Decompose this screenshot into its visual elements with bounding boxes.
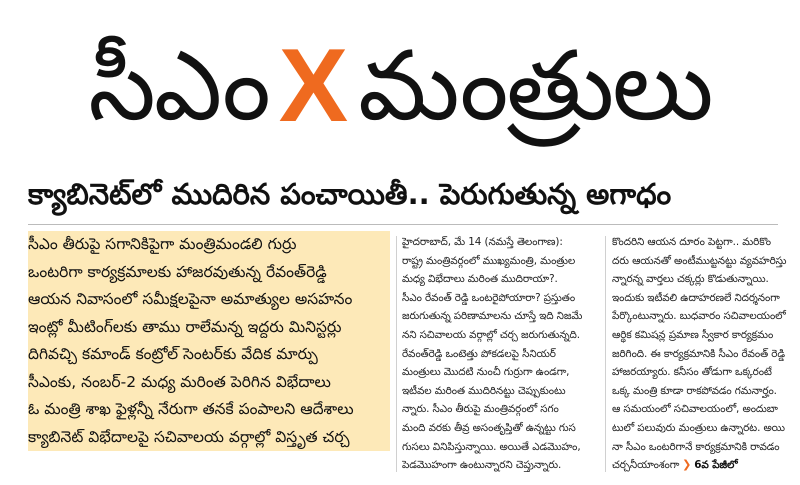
body-line: ఆ సమయంలో సచివాలయంలో, అందుబా [612, 403, 778, 416]
highlight-line: దిగివచ్చి కమాండ్‌ కంట్రోల్‌ సెంటర్‌కు వేదిక మార్పు [28, 341, 390, 369]
column-divider [396, 236, 397, 472]
body-line: ఇటీవల మరింత ముదిరినట్టు చెప్పుకుంటు [402, 384, 566, 397]
body-line: పెడమొహంగా ఉంటున్నారని చెప్తున్నారు. [402, 459, 562, 472]
highlights-column [28, 231, 390, 451]
highlight-line: ఒంటరిగా కార్యక్రమాలకు హాజరవుతున్న రేవంత్‌రెడ్డి [28, 259, 390, 287]
body-column-right [612, 233, 788, 475]
body-line: మధ్య విభేదాలు మరింత ముదిరాయా?. [402, 273, 558, 286]
subheadline: క్యాబినెట్‌లో ముదిరిన పంచాయితీ.. పెరుగుతున్న అగాధం [28, 177, 672, 211]
body-line: ఒక్క మంత్రి కూడా రాకపోవడం గమనార్హం. [612, 384, 777, 397]
body-line: దరు ఆయనతో అంటీముట్టనట్టు వ్యవహరిస్తు [612, 254, 787, 267]
body-column-middle [402, 233, 598, 475]
body-line: టులో పలువురు మంత్రులు ఉన్నారట. అయి [612, 421, 785, 434]
column-divider [605, 236, 606, 472]
body-line: జరిగింది. ఈ కార్యక్రమానికి సీఎం రేవంత్‌ రెడ్డి [612, 347, 785, 360]
highlight-line: ఆయన నివాసంలో సమీక్షలపైనా అమాత్యుల అసహనం [28, 286, 390, 314]
body-line: ఆర్థిక కమిషన్ల ప్రమాణ స్వీకార కార్యక్రమం [612, 328, 774, 341]
body-line: ఇందుకు ఇటీవలి ఉదాహరణలే నిదర్శనంగా [612, 291, 780, 304]
body-line: హాజరయ్యారు. కనీసం తోడుగా ఒక్కరంటే [612, 366, 772, 379]
highlight-line: ఓ మంత్రి శాఖ ఫైళ్లన్నీ నేరుగా తనకే పంపాలని ఆదేశాలు [28, 396, 390, 424]
body-line: నని సచివాలయ వర్గాల్లో చర్చ జరుగుతున్నది. [402, 328, 580, 341]
continued-on-page-link[interactable]: 6వ పేజీలో [694, 459, 738, 472]
body-line: రాష్ట్ర మంత్రివర్గంలో ముఖ్యమంత్రి, మంత్రుల [402, 254, 576, 267]
body-line: నా సీఎం ఒంటరిగానే కార్యక్రమానికి రావడం [612, 440, 780, 453]
highlight-line: ఇంట్లో మీటింగ్‌లకు తాము రాలేమన్న ఇద్దరు మినిస్టర్లు [28, 314, 390, 342]
body-line: జరుగుతున్న పరిణామాలను చూస్తే ఇది నిజమే [402, 310, 583, 323]
body-line: మంత్రులు మొదటి నుంచీ గుర్రుగా ఉండగా, [402, 366, 570, 379]
headline-left: సీఎం [88, 30, 269, 142]
body-line: న్నారు. సీఎం తీరుపై మంత్రివర్గంలో సగం [402, 403, 559, 416]
body-line: న్నారన్న వార్తలు చక్కర్లు కొడుతున్నాయి. [612, 273, 769, 286]
body-line: గుసలు వినిపిస్తున్నాయి. అయితే ఎడమొహం, [402, 440, 581, 453]
body-line: రేవంత్‌రెడ్డి ఒంటెత్తు పోకడలపై సీనియర్‌ [402, 347, 556, 360]
headline [0, 6, 800, 166]
continued-line [612, 456, 788, 475]
divider [28, 224, 778, 225]
body-line: కొందరిని ఆయన దూరం పెట్టగా.. మరికొం [612, 236, 771, 248]
highlight-line: సీఎం తీరుపై సగానికిపైగా మంత్రిమండలి గుర్రు [28, 231, 390, 259]
body-line: సీఎం రేవంత్‌ రెడ్డి ఒంటరైపోయారా? ప్రస్తుతం [402, 291, 576, 304]
body-line-end: చర్చనీయాంశంగా [612, 459, 680, 472]
headline-right: మంత్రులు [358, 30, 712, 142]
highlight-line: సీఎంకు, నంబర్‌-2 మధ్య మరింత పెరిగిన విభేదాలు [28, 369, 390, 397]
body-line: మంది వరకు తీవ్ర అసంతృప్తితో ఉన్నట్టు గుస [402, 421, 576, 434]
chevron-right-icon: ❯ [682, 458, 692, 472]
headline-x: X [278, 28, 349, 144]
body-line: పేర్కొంటున్నారు. బుధవారం సచివాలయంలో [612, 310, 786, 323]
highlight-line: క్యాబినెట్‌ విభేదాలపై సచివాలయ వర్గాల్లో విస్తృత చర్చ [28, 424, 390, 452]
body-line: హైదరాబాద్‌, మే 14 (నమస్తే తెలంగాణ): [402, 236, 563, 248]
